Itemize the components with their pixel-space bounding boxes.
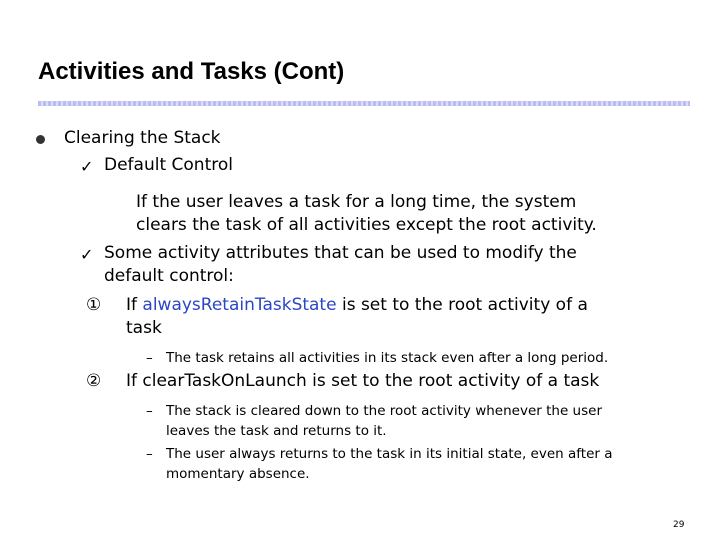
dash-icon: – [146,350,153,366]
item2-note1-line1: The stack is cleared down to the root activity whenever the user [166,403,602,419]
item1-suffix: is set to the root activity of a [336,295,588,315]
circled-2-icon: ② [86,371,102,391]
item1-line2: task [126,318,162,338]
bullet-icon [36,135,45,144]
sub-bullet-default-control: Default Control [104,155,233,175]
default-control-desc-line1: If the user leaves a task for a long time, the system [136,192,577,212]
check-icon: ✓ [80,157,94,176]
check-icon: ✓ [80,245,94,264]
item2-line1: If clearTaskOnLaunch is set to the root activity of a task [126,371,600,391]
title-divider [38,101,690,106]
always-retain-task-state-attr: alwaysRetainTaskState [142,295,337,315]
item1-prefix: If [126,295,143,315]
default-control-desc-line2: clears the task of all activities except the root activity. [136,215,597,235]
dash-icon: – [146,403,153,419]
sub-bullet-attributes-line1: Some activity attributes that can be used to modify the [104,243,577,263]
circled-1-icon: ① [86,295,102,315]
item2-note2-line1: The user always returns to the task in its initial state, even after a [166,446,613,462]
page-number: 29 [673,520,685,530]
item2-note2-line2: momentary absence. [166,466,310,482]
slide-title: Activities and Tasks (Cont) [38,58,345,85]
item1-line1 [126,295,588,315]
bullet-clearing-stack: Clearing the Stack [64,128,221,148]
item2-note1-line2: leaves the task and returns to it. [166,423,387,439]
item1-note: The task retains all activities in its stack even after a long period. [166,350,609,366]
dash-icon: – [146,446,153,462]
sub-bullet-attributes-line2: default control: [104,266,234,286]
